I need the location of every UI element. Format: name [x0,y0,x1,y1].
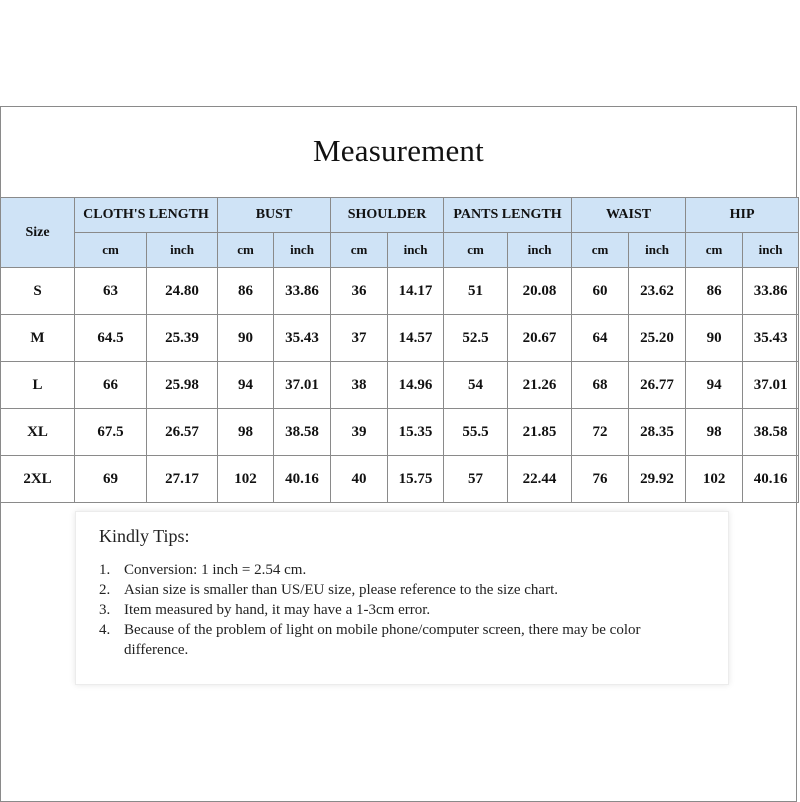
unit-header: inch [388,233,444,268]
page-title: Measurement [313,133,484,168]
measurement-cell: 35.43 [743,315,799,362]
table-row [1,268,799,315]
table-row [1,409,799,456]
measurement-cell: 67.5 [75,409,147,456]
size-cell: L [1,362,75,409]
group-header: BUST [218,198,331,233]
unit-header: cm [75,233,147,268]
measurement-cell: 27.17 [147,456,218,503]
measurement-cell: 25.20 [629,315,686,362]
tips-title: Kindly Tips: [99,526,190,546]
unit-header: inch [743,233,799,268]
measurement-cell: 64 [572,315,629,362]
measurement-cell: 76 [572,456,629,503]
unit-header: inch [274,233,331,268]
tip-text: Conversion: 1 inch = 2.54 cm. [124,562,307,578]
measurement-cell: 38 [331,362,388,409]
size-cell: XL [1,409,75,456]
tip-item [99,620,679,660]
measurement-cell: 21.85 [508,409,572,456]
measurement-cell: 94 [686,362,743,409]
measurement-cell: 38.58 [743,409,799,456]
measurement-cell: 98 [218,409,274,456]
measurement-cell: 20.67 [508,315,572,362]
size-table [0,197,799,503]
tip-item [99,580,679,600]
measurement-cell: 64.5 [75,315,147,362]
tip-item [99,600,679,620]
group-header: WAIST [572,198,686,233]
measurement-cell: 14.17 [388,268,444,315]
measurement-cell: 37.01 [274,362,331,409]
measurement-cell: 21.26 [508,362,572,409]
unit-header: inch [508,233,572,268]
tip-item [99,560,679,580]
unit-header: cm [444,233,508,268]
measurement-cell: 102 [218,456,274,503]
measurement-cell: 15.75 [388,456,444,503]
measurement-cell: 90 [686,315,743,362]
unit-header: inch [147,233,218,268]
measurement-cell: 86 [218,268,274,315]
measurement-cell: 36 [331,268,388,315]
measurement-cell: 52.5 [444,315,508,362]
measurement-cell: 23.62 [629,268,686,315]
size-table-body [1,268,799,503]
measurement-cell: 69 [75,456,147,503]
measurement-cell: 37 [331,315,388,362]
measurement-cell: 39 [331,409,388,456]
measurement-cell: 22.44 [508,456,572,503]
size-chart-card [0,106,797,802]
measurement-cell: 25.39 [147,315,218,362]
measurement-cell: 20.08 [508,268,572,315]
measurement-cell: 38.58 [274,409,331,456]
measurement-cell: 72 [572,409,629,456]
measurement-cell: 86 [686,268,743,315]
measurement-cell: 24.80 [147,268,218,315]
group-header: PANTS LENGTH [444,198,572,233]
measurement-cell: 33.86 [743,268,799,315]
group-header-row [1,198,799,233]
measurement-cell: 26.77 [629,362,686,409]
measurement-cell: 35.43 [274,315,331,362]
measurement-cell: 37.01 [743,362,799,409]
tips-box [75,511,729,685]
measurement-cell: 40 [331,456,388,503]
measurement-cell: 68 [572,362,629,409]
measurement-cell: 54 [444,362,508,409]
unit-header: cm [331,233,388,268]
unit-header-row [1,233,799,268]
measurement-cell: 66 [75,362,147,409]
measurement-cell: 25.98 [147,362,218,409]
group-header: SHOULDER [331,198,444,233]
unit-header: inch [629,233,686,268]
measurement-cell: 57 [444,456,508,503]
size-column-header: Size [1,198,75,268]
measurement-cell: 26.57 [147,409,218,456]
measurement-cell: 14.96 [388,362,444,409]
tip-text: Asian size is smaller than US/EU size, please reference to the size chart. [124,582,558,598]
measurement-cell: 98 [686,409,743,456]
unit-header: cm [218,233,274,268]
tip-number: 2. [99,582,111,598]
measurement-cell: 15.35 [388,409,444,456]
tip-number: 1. [99,562,111,578]
unit-header: cm [686,233,743,268]
measurement-cell: 33.86 [274,268,331,315]
measurement-cell: 94 [218,362,274,409]
size-cell: M [1,315,75,362]
measurement-cell: 51 [444,268,508,315]
tip-number: 4. [99,622,111,638]
measurement-cell: 102 [686,456,743,503]
table-row [1,456,799,503]
measurement-cell: 40.16 [274,456,331,503]
measurement-cell: 40.16 [743,456,799,503]
unit-header: cm [572,233,629,268]
measurement-cell: 14.57 [388,315,444,362]
measurement-cell: 60 [572,268,629,315]
tips-list [99,560,679,660]
table-row [1,362,799,409]
measurement-cell: 28.35 [629,409,686,456]
measurement-cell: 29.92 [629,456,686,503]
size-cell: S [1,268,75,315]
measurement-cell: 55.5 [444,409,508,456]
tip-number: 3. [99,602,111,618]
table-row [1,315,799,362]
measurement-cell: 90 [218,315,274,362]
group-header: HIP [686,198,799,233]
tip-text: Item measured by hand, it may have a 1-3cm error. [124,602,431,618]
measurement-cell: 63 [75,268,147,315]
group-header: CLOTH'S LENGTH [75,198,218,233]
size-cell: 2XL [1,456,75,503]
tip-text: Because of the problem of light on mobile phone/computer screen, there may be color difference. [124,622,641,658]
